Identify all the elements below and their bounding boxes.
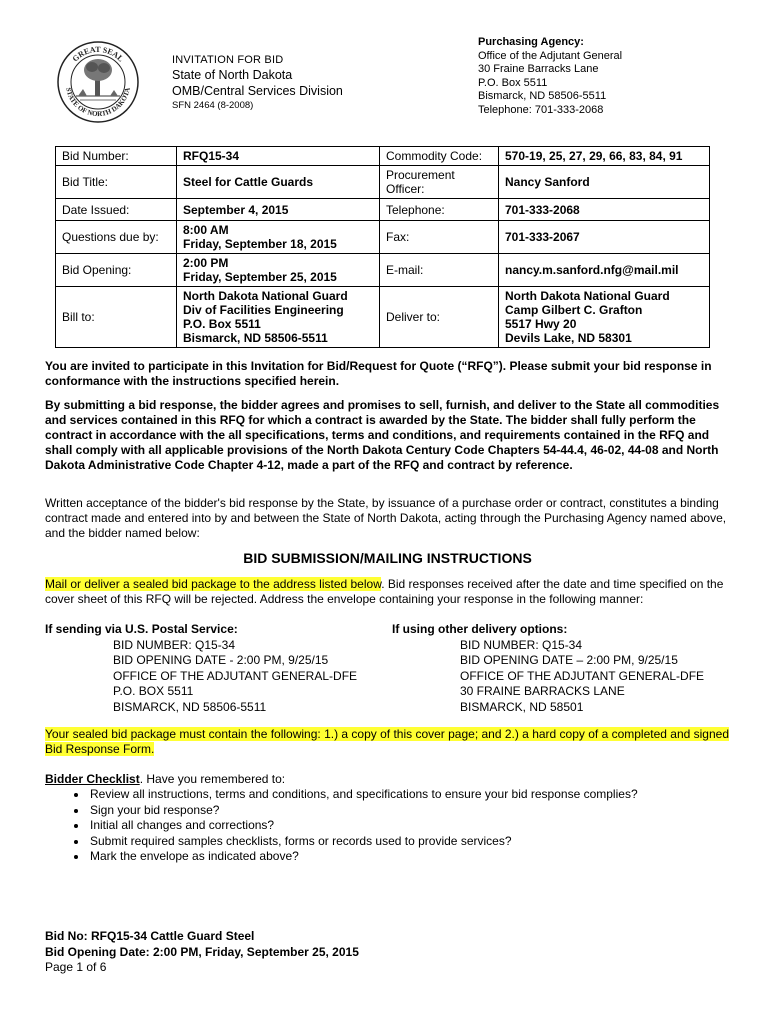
bill-to-value <box>177 287 380 348</box>
bidder-checklist <box>45 772 730 865</box>
officer-label <box>380 166 499 199</box>
document-header <box>172 53 422 112</box>
date-issued-value: September 4, 2015 <box>177 199 380 221</box>
bid-title-value: Steel for Cattle Guards <box>177 166 380 199</box>
agency-line: 30 Fraine Barracks Lane <box>478 63 599 75</box>
opening-time: 2:00 PM <box>183 256 229 270</box>
table-row <box>56 199 710 221</box>
deliver-line: 5517 Hwy 20 <box>505 317 577 331</box>
table-row <box>56 254 710 287</box>
bid-number-label: Bid Number: <box>56 147 177 166</box>
deliver-to-label: Deliver to: <box>380 287 499 348</box>
list-item: • Mark the envelope as indicated above? <box>88 849 730 865</box>
usps-line: P.O. BOX 5511 <box>113 684 194 698</box>
seal-top-text: GREAT SEAL <box>70 44 126 64</box>
deliver-line: North Dakota National Guard <box>505 289 670 303</box>
list-item: • Initial all changes and corrections? <box>88 818 730 834</box>
footer-bid-no: Bid No: RFQ15-34 Cattle Guard Steel <box>45 929 255 943</box>
division-name: OMB/Central Services Division <box>172 84 343 98</box>
bill-to-label: Bill to: <box>56 287 177 348</box>
footer-opening: Bid Opening Date: 2:00 PM, Friday, September 25, 2015 <box>45 944 359 959</box>
table-row <box>56 221 710 254</box>
bill-line: North Dakota National Guard <box>183 289 348 303</box>
package-note-text: Your sealed bid package must contain the following: 1.) a copy of this cover page; and 2.) a hard copy of a completed and signed Bid Response Form. <box>45 727 729 756</box>
page-footer <box>45 929 359 976</box>
bid-info-table <box>55 146 710 348</box>
questions-date: Friday, September 18, 2015 <box>183 237 337 251</box>
opening-value <box>177 254 380 287</box>
bid-number-value: RFQ15-34 <box>177 147 380 166</box>
table-row <box>56 166 710 199</box>
invite-paragraph: You are invited to participate in this Invitation for Bid/Request for Quote (“RFQ”). Please submit your bid response in conformance with the instructions specified herein. <box>45 359 712 388</box>
usps-line: BISMARCK, ND 58506-5511 <box>113 699 267 714</box>
other-line: 30 FRAINE BARRACKS LANE <box>460 684 625 698</box>
questions-value <box>177 221 380 254</box>
agreement-paragraph: By submitting a bid response, the bidder agrees and promises to sell, furnish, and deliver to the State all commodities and services contained in this RFQ for which a contract is awarded by the State. The bidder shall fully perform the contract in accordance with the all specifications, terms and conditions, and requirements contained in the RFQ and shall comply with all applicable provisions of the North Dakota Century Code Chapters 54-44.4, 46-02, 44-08 and North Dakota Administrative Code Chapter 4-12, made a part of the RFQ and contract by reference. <box>45 398 720 472</box>
email-value: nancy.m.sanford.nfg@mail.mil <box>499 254 710 287</box>
list-item: • Sign your bid response? <box>88 803 730 819</box>
usps-heading: If sending via U.S. Postal Service: <box>45 622 238 636</box>
page-number: Page 1 of 6 <box>45 960 107 974</box>
agency-line: P.O. Box 5511 <box>478 76 548 89</box>
mail-instructions <box>45 577 730 607</box>
state-seal <box>56 40 140 124</box>
other-line: BISMARCK, ND 58501 <box>460 699 584 714</box>
bid-title-label: Bid Title: <box>56 166 177 199</box>
date-issued-label: Date Issued: <box>56 199 177 221</box>
agency-line: Office of the Adjutant General <box>478 49 623 62</box>
checklist-heading <box>45 772 730 787</box>
list-item: • Submit required samples checklists, forms or records used to provide services? <box>88 834 730 850</box>
fax-value: 701-333-2067 <box>499 221 710 254</box>
other-line: BID NUMBER: Q15-34 <box>460 637 583 652</box>
agency-line: Bismarck, ND 58506-5511 <box>478 90 607 102</box>
form-number: SFN 2464 (8-2008) <box>172 100 254 111</box>
officer-label-line: Procurement <box>386 168 455 182</box>
deliver-line: Camp Gilbert C. Grafton <box>505 303 643 317</box>
bill-line: P.O. Box 5511 <box>183 317 261 331</box>
list-item: • Review all instructions, terms and conditions, and specifications to ensure your bid response complies? <box>88 787 730 803</box>
mail-highlight: Mail or deliver a sealed bid package to the address listed below <box>45 577 382 591</box>
telephone-value: 701-333-2068 <box>499 199 710 221</box>
commodity-value: 570-19, 25, 27, 29, 66, 83, 84, 91 <box>499 147 710 166</box>
table-row <box>56 147 710 166</box>
acceptance-paragraph: Written acceptance of the bidder's bid response by the State, by issuance of a purchase order or contract, constitutes a binding contract made and entered into by and between the State of North Dakota, acting through the Purchasing Agency named above, and the bidder named below: <box>45 496 727 540</box>
state-name: State of North Dakota <box>172 68 293 82</box>
agency-title: Purchasing Agency: <box>478 36 584 48</box>
other-line: OFFICE OF THE ADJUTANT GENERAL-DFE <box>460 668 705 683</box>
package-note <box>45 727 730 757</box>
email-label: E-mail: <box>380 254 499 287</box>
usps-address-block <box>45 622 385 715</box>
officer-value: Nancy Sanford <box>499 166 710 199</box>
fax-label: Fax: <box>380 221 499 254</box>
agency-line: Telephone: 701-333-2068 <box>478 103 604 116</box>
purchasing-agency <box>478 36 758 117</box>
bill-line: Bismarck, ND 58506-5511 <box>183 331 328 345</box>
telephone-label: Telephone: <box>380 199 499 221</box>
bill-line: Div of Facilities Engineering <box>183 303 344 317</box>
document-title: INVITATION FOR BID <box>172 54 284 66</box>
checklist-title: Bidder Checklist <box>45 772 140 786</box>
checklist-list <box>45 787 730 865</box>
seal-bottom-text: STATE OF NORTH DAKOTA <box>64 86 132 119</box>
opening-date: Friday, September 25, 2015 <box>183 270 337 284</box>
usps-line: BID NUMBER: Q15-34 <box>113 637 236 652</box>
checklist-intro: . Have you remembered to: <box>139 772 286 786</box>
deliver-to-value <box>499 287 710 348</box>
questions-time: 8:00 AM <box>183 223 229 237</box>
instructions-title: BID SUBMISSION/MAILING INSTRUCTIONS <box>243 550 532 566</box>
questions-label: Questions due by: <box>56 221 177 254</box>
mail-rest: . Bid responses received after the date and time specified on the cover sheet of this RFQ will be rejected. Address the envelope containing your response in the following manner: <box>45 577 724 606</box>
table-row <box>56 287 710 348</box>
officer-label-line: Officer: <box>386 182 425 196</box>
opening-label: Bid Opening: <box>56 254 177 287</box>
deliver-line: Devils Lake, ND 58301 <box>505 331 632 345</box>
commodity-label: Commodity Code: <box>380 147 499 166</box>
usps-line: BID OPENING DATE - 2:00 PM, 9/25/15 <box>113 653 329 667</box>
other-delivery-address-block <box>392 622 752 715</box>
other-line: BID OPENING DATE – 2:00 PM, 9/25/15 <box>460 653 678 667</box>
usps-line: OFFICE OF THE ADJUTANT GENERAL-DFE <box>113 668 358 683</box>
other-heading: If using other delivery options: <box>392 622 568 636</box>
